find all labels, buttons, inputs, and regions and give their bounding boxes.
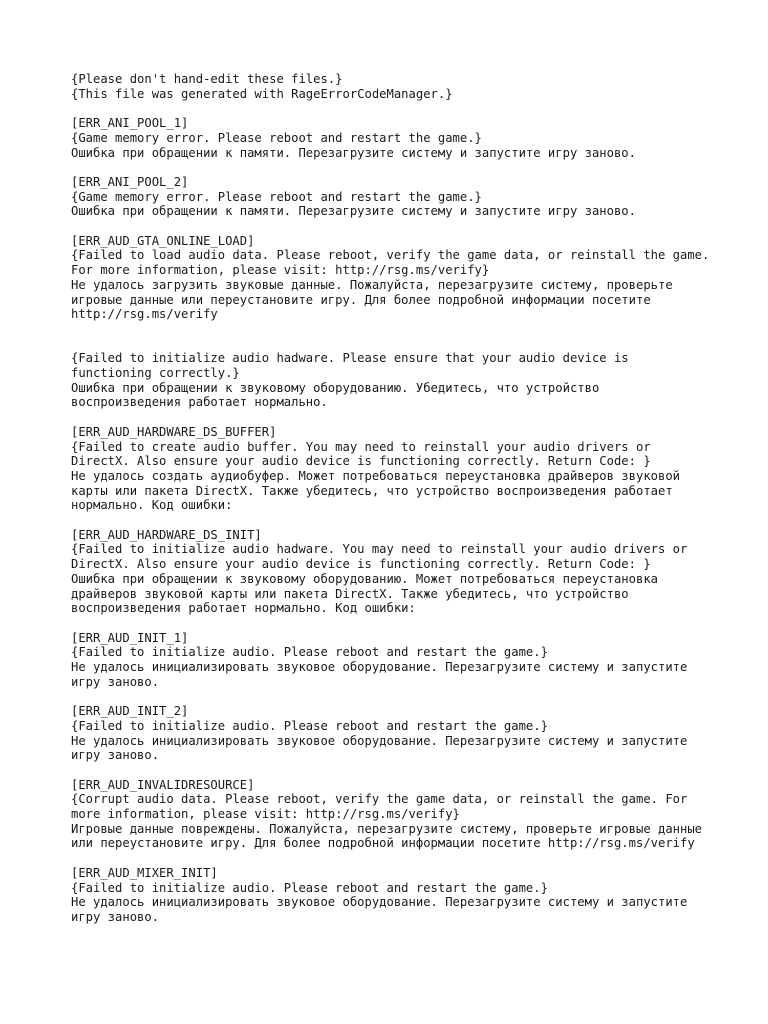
english-message: {Failed to initialize audio hadware. You may need to reinstall your audio drivers or DirectX. Also ensure your audio device is functioning correctly. Return Code: } [71, 542, 695, 572]
document-page [71, 72, 717, 939]
russian-message: Ошибка при обращении к памяти. Перезагрузите систему и запустите игру заново. [71, 145, 636, 160]
russian-message: Не удалось инициализировать звуковое оборудование. Перезагрузите систему и запустите игру заново. [71, 660, 695, 689]
header-line: {Please don't hand-edit these files.} [71, 72, 343, 86]
error-code: [ERR_AUD_GTA_ONLINE_LOAD] [71, 233, 255, 248]
error-entry-err-aud-mixer-init [71, 866, 711, 925]
error-entry-err-ani-pool-2 [71, 175, 711, 219]
header-line: {This file was generated with RageErrorCodeManager.} [71, 86, 453, 101]
russian-message: Ошибка при обращении к памяти. Перезагрузите систему и запустите игру заново. [71, 204, 636, 219]
error-entry-err-aud-init-1 [71, 631, 711, 690]
error-code: [ERR_ANI_POOL_1] [71, 116, 189, 131]
file-header [71, 72, 711, 101]
russian-message: Ошибка при обращении к звуковому оборудованию. Может потребоваться переустановка драйверов звуковой карты или пакета DirectX. Также убедитесь, что устройство воспроизведения работает нормально. Код ошибки: [71, 571, 666, 616]
russian-message: Игровые данные повреждены. Пожалуйста, перезагрузите систему, проверьте игровые данные или переустановите игру. Для более подробной информации посетите http://rsg.ms/verify [71, 821, 710, 851]
english-message: {Game memory error. Please reboot and restart the game.} [71, 130, 482, 145]
english-message: {Game memory error. Please reboot and restart the game.} [71, 189, 482, 204]
english-message: {Failed to initialize audio hadware. Please ensure that your audio device is functioning correctly.} [71, 351, 636, 380]
russian-message: Ошибка при обращении к звуковому оборудованию. Убедитесь, что устройство воспроизведения работает нормально. [71, 380, 607, 410]
error-entry-unnamed [71, 351, 711, 410]
russian-message: Не удалось инициализировать звуковое оборудование. Перезагрузите систему и запустите игру заново. [71, 895, 695, 924]
error-code: [ERR_ANI_POOL_2] [71, 174, 189, 189]
error-entry-err-aud-hardware-ds-buffer [71, 425, 711, 513]
english-message: {Failed to initialize audio. Please reboot and restart the game.} [71, 718, 548, 733]
russian-message: Не удалось инициализировать звуковое оборудование. Перезагрузите систему и запустите игру заново. [71, 733, 695, 763]
error-code: [ERR_AUD_INIT_2] [71, 704, 189, 719]
english-message: {Failed to initialize audio. Please reboot and restart the game.} [71, 880, 548, 895]
error-entry-err-aud-invalidresource [71, 778, 711, 852]
error-code: [ERR_AUD_INVALIDRESOURCE] [71, 777, 255, 792]
error-entry-err-aud-gta-online-load [71, 233, 717, 322]
russian-message: Не удалось создать аудиобуфер. Может потребоваться переустановка драйверов звуковой карты или пакета DirectX. Также убедитесь, что устройство воспроизведения работает нормально. Код ошибки: [71, 468, 688, 513]
error-code: [ERR_AUD_MIXER_INIT] [71, 865, 218, 880]
english-message: {Corrupt audio data. Please reboot, verify the game data, or reinstall the game. For more information, please visit: http://rsg.ms/verify} [71, 792, 695, 822]
english-message: {Failed to initialize audio. Please reboot and restart the game.} [71, 645, 548, 660]
error-code: [ERR_AUD_HARDWARE_DS_BUFFER] [71, 424, 277, 439]
english-message: {Failed to create audio buffer. You may need to reinstall your audio drivers or DirectX. Also ensure your audio device is functioning correctly. Return Code: } [71, 439, 659, 469]
error-entry-err-aud-hardware-ds-init [71, 528, 711, 616]
error-entry-err-aud-init-2 [71, 704, 711, 763]
error-code: [ERR_AUD_HARDWARE_DS_INIT] [71, 527, 262, 542]
error-entry-err-ani-pool-1 [71, 116, 711, 160]
error-code: [ERR_AUD_INIT_1] [71, 630, 189, 645]
russian-message: Не удалось загрузить звуковые данные. Пожалуйста, перезагрузите систему, проверьте игровые данные или переустановите игру. Для более подробной информации посетите http://rsg.ms/verify [71, 277, 681, 322]
english-message: {Failed to load audio data. Please reboot, verify the game data, or reinstall the game. For more information, please visit: http://rsg.ms/verify} [71, 248, 717, 278]
